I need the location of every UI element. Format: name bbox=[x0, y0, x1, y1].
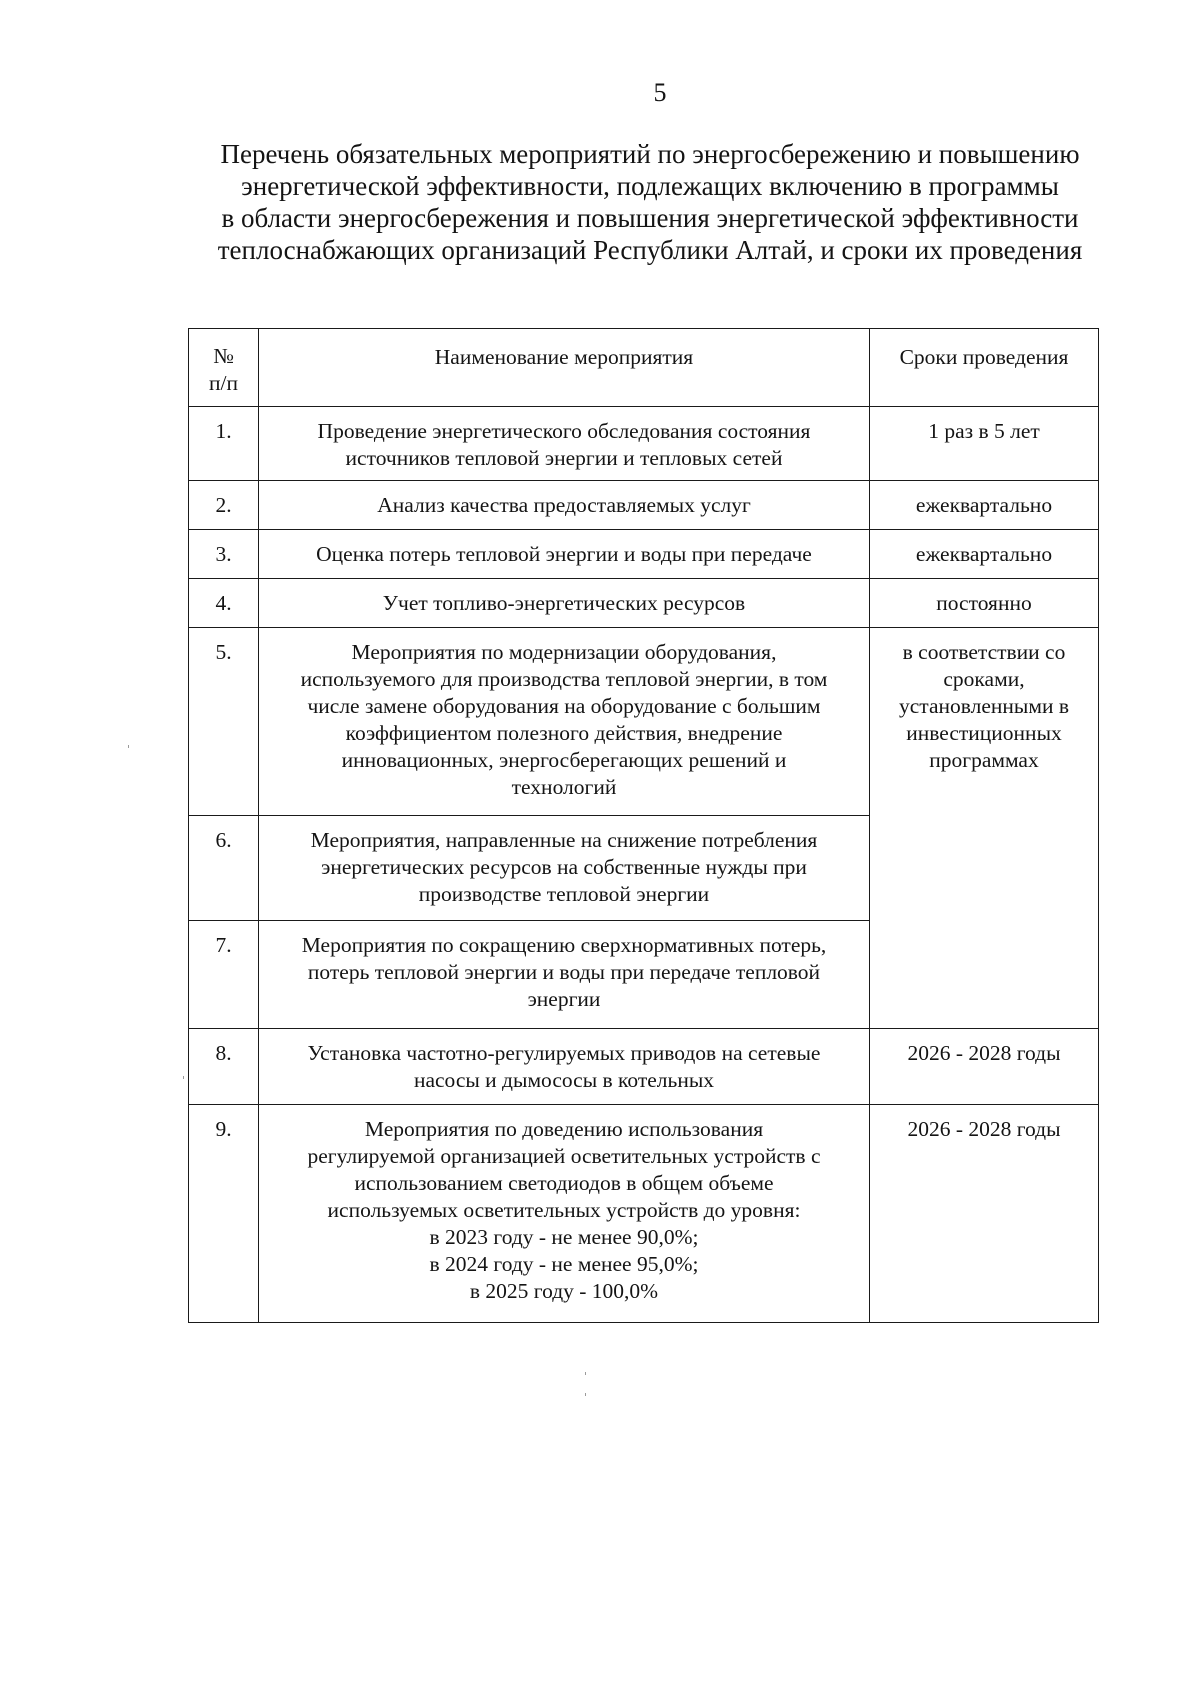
title-line: в области энергосбережения и повышения энергетической эффективности bbox=[221, 203, 1079, 233]
measure-term bbox=[870, 1029, 1099, 1105]
measure-name-line: Мероприятия по сокращению сверхнормативных потерь, bbox=[301, 933, 827, 957]
measure-term bbox=[870, 481, 1099, 530]
measure-term-line: установленными в bbox=[899, 694, 1069, 718]
page-number: 5 bbox=[653, 78, 667, 107]
measure-name bbox=[259, 481, 870, 530]
measure-term-line: постоянно bbox=[936, 591, 1032, 615]
measures-table bbox=[188, 328, 1099, 1323]
row-number: 4. bbox=[189, 579, 259, 628]
row-number: 6. bbox=[189, 816, 259, 921]
measure-name-line: в 2023 году - не менее 90,0%; bbox=[429, 1225, 699, 1249]
measure-name bbox=[259, 628, 870, 816]
title-line: энергетической эффективности, подлежащих включению в программы bbox=[241, 171, 1059, 201]
row-number: 5. bbox=[189, 628, 259, 816]
measure-name-line: технологий bbox=[511, 775, 617, 799]
measure-term bbox=[870, 1105, 1099, 1323]
measure-name-line: насосы и дымососы в котельных bbox=[413, 1068, 715, 1092]
measure-name-line: производстве тепловой энергии bbox=[418, 882, 710, 906]
measure-name bbox=[259, 1105, 870, 1323]
row-number: 9. bbox=[189, 1105, 259, 1323]
measure-name-line: инновационных, энергосберегающих решений и bbox=[341, 748, 787, 772]
measure-name bbox=[259, 1029, 870, 1105]
measure-term-line: ежеквартально bbox=[915, 493, 1053, 517]
measure-term-line: инвестиционных bbox=[906, 721, 1062, 745]
measure-name-line: числе замене оборудования на оборудование с большим bbox=[307, 694, 821, 718]
measure-name-line: в 2025 году - 100,0% bbox=[469, 1279, 659, 1303]
scan-speck bbox=[585, 1393, 586, 1396]
measure-name-line: Мероприятия по модернизации оборудования, bbox=[351, 640, 777, 664]
scan-speck bbox=[183, 1076, 184, 1079]
measure-term-line: программах bbox=[929, 748, 1039, 772]
measure-term-line: в соответствии со bbox=[902, 640, 1066, 664]
header-term: Сроки проведения bbox=[870, 329, 1099, 407]
measure-term bbox=[870, 579, 1099, 628]
measure-name-line: в 2024 году - не менее 95,0%; bbox=[429, 1252, 699, 1276]
table-header-row bbox=[189, 329, 1099, 407]
measure-name-line: использованием светодиодов в общем объеме bbox=[354, 1171, 774, 1195]
scan-speck bbox=[128, 745, 129, 748]
measure-name bbox=[259, 579, 870, 628]
measure-name-line: Мероприятия по доведению использования bbox=[364, 1117, 764, 1141]
measure-name-line: Установка частотно-регулируемых приводов на сетевые bbox=[307, 1041, 821, 1065]
measure-name bbox=[259, 407, 870, 481]
table-row bbox=[189, 481, 1099, 530]
header-number bbox=[189, 329, 259, 407]
measure-name-line: используемого для производства тепловой энергии, в том bbox=[300, 667, 828, 691]
measure-term-line: ежеквартально bbox=[915, 542, 1053, 566]
measure-name-line: Мероприятия, направленные на снижение потребления bbox=[310, 828, 818, 852]
measure-name-line: потерь тепловой энергии и воды при передаче тепловой bbox=[307, 960, 821, 984]
row-number: 7. bbox=[189, 921, 259, 1029]
measure-name-line: коэффициентом полезного действия, внедрение bbox=[345, 721, 783, 745]
scan-speck bbox=[585, 1372, 586, 1375]
measure-term bbox=[870, 407, 1099, 481]
document-title bbox=[200, 138, 1100, 266]
measure-term-line: сроками, bbox=[943, 667, 1025, 691]
measure-term-line: 1 раз в 5 лет bbox=[928, 419, 1040, 443]
header-number-abbr: п/п bbox=[209, 371, 238, 395]
table-row bbox=[189, 1029, 1099, 1105]
measure-term bbox=[870, 530, 1099, 579]
measure-name-line: Оценка потерь тепловой энергии и воды при передаче bbox=[316, 542, 812, 566]
table-row bbox=[189, 628, 1099, 816]
measure-name-line: энергетических ресурсов на собственные нужды при bbox=[321, 855, 807, 879]
row-number: 8. bbox=[189, 1029, 259, 1105]
measure-name bbox=[259, 816, 870, 921]
measure-term-line: 2026 - 2028 годы bbox=[907, 1041, 1061, 1065]
header-number-symbol: № bbox=[213, 344, 234, 368]
measure-term-line: 2026 - 2028 годы bbox=[907, 1117, 1061, 1141]
measure-name-line: Учет топливо-энергетических ресурсов bbox=[382, 591, 746, 615]
header-name: Наименование мероприятия bbox=[259, 329, 870, 407]
row-number: 3. bbox=[189, 530, 259, 579]
table-row bbox=[189, 530, 1099, 579]
measure-name bbox=[259, 921, 870, 1029]
table-row bbox=[189, 579, 1099, 628]
measure-name-line: источников тепловой энергии и тепловых сетей bbox=[345, 446, 783, 470]
row-number: 1. bbox=[189, 407, 259, 481]
title-line: теплоснабжающих организаций Республики Алтай, и сроки их проведения bbox=[217, 235, 1083, 265]
measure-name-line: используемых осветительных устройств до уровня: bbox=[327, 1198, 801, 1222]
table-row bbox=[189, 1105, 1099, 1323]
measure-name bbox=[259, 530, 870, 579]
title-line: Перечень обязательных мероприятий по энергосбережению и повышению bbox=[220, 139, 1080, 169]
measure-name-line: Проведение энергетического обследования состояния bbox=[317, 419, 811, 443]
measure-term bbox=[870, 628, 1099, 1029]
measure-name-line: регулируемой организацией осветительных устройств с bbox=[307, 1144, 821, 1168]
measure-name-line: Анализ качества предоставляемых услуг bbox=[377, 493, 751, 517]
table-row bbox=[189, 407, 1099, 481]
row-number: 2. bbox=[189, 481, 259, 530]
measure-name-line: энергии bbox=[527, 987, 601, 1011]
